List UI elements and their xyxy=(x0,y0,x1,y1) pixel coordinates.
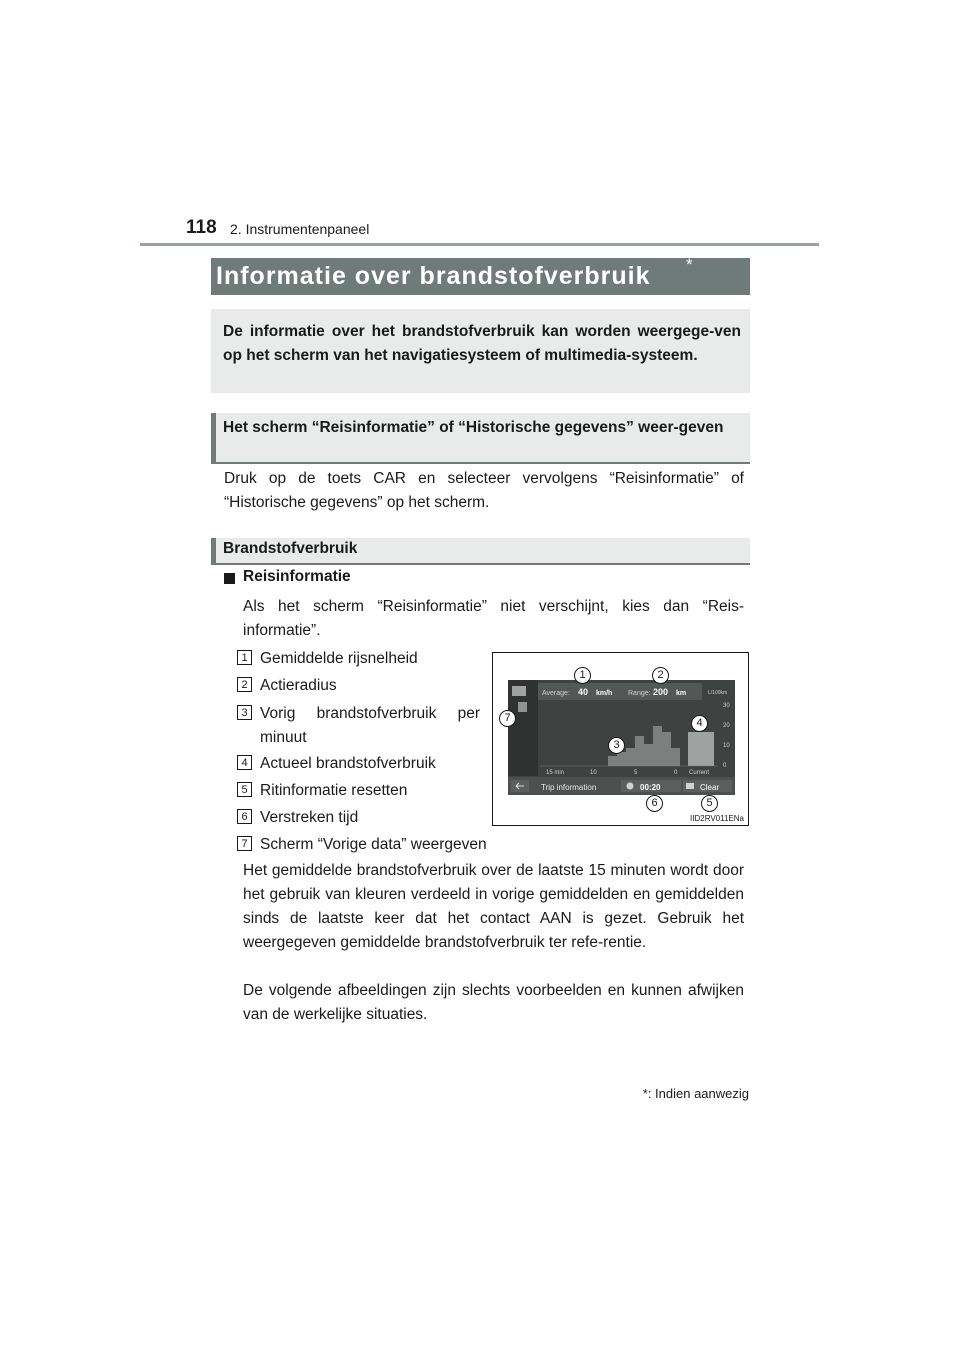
elapsed-time: 00:20 xyxy=(640,783,661,792)
callout-7: 7 xyxy=(499,710,516,727)
list-item: Vorig brandstofverbruik per minuut xyxy=(260,705,480,746)
header-rule xyxy=(140,243,819,246)
chapter-title: 2. Instrumentenpaneel xyxy=(230,221,370,237)
footnote xyxy=(643,1086,749,1101)
range-label: Range: xyxy=(628,690,651,697)
callout-4: 4 xyxy=(691,715,708,732)
x-tick: 10 xyxy=(590,770,597,776)
y-tick: 30 xyxy=(723,703,730,709)
average-label: Average: xyxy=(542,690,570,697)
x-tick: 0 xyxy=(674,770,678,776)
item-number: 4 xyxy=(237,755,252,770)
clock-icon xyxy=(627,783,634,790)
callout-6: 6 xyxy=(646,795,663,812)
x-tick: 5 xyxy=(634,770,638,776)
screen-title: Trip information xyxy=(541,783,597,792)
paragraph: Het gemiddelde brandstofverbruik over de laatste 15 minuten wordt door het gebruik van kleuren verdeeld in vorige gemiddelden en gemiddelden sinds de laatste keer dat het contact AAN is gezet. Gebruik het weergegeven gemiddelde brandstofverbruik ter refe-rentie. xyxy=(243,862,744,951)
item-number: 7 xyxy=(237,836,252,851)
page-number: 118 xyxy=(186,217,217,238)
paragraph: De volgende afbeeldingen zijn slechts voorbeelden en kunnen afwijken van de werkelijke situaties. xyxy=(243,982,744,1023)
callout-1: 1 xyxy=(574,667,591,684)
subsection-underline xyxy=(211,462,750,464)
range-value: 200 xyxy=(653,687,669,697)
callout-2: 2 xyxy=(652,667,669,684)
trip-info-heading: Reisinformatie xyxy=(243,568,351,585)
subsection2-underline xyxy=(211,563,750,565)
item-number: 2 xyxy=(237,677,252,692)
range-unit: km xyxy=(676,690,687,697)
car-icon xyxy=(512,686,526,696)
list-item: Actieradius xyxy=(260,677,337,694)
average-value: 40 xyxy=(578,687,589,697)
clear-icon xyxy=(686,783,694,789)
figure-code: IID2RV011ENa xyxy=(690,814,744,823)
item-number: 5 xyxy=(237,782,252,797)
section-title: Informatie over brandstofverbruik xyxy=(216,262,651,290)
title-asterisk: * xyxy=(686,255,693,274)
trip-info-text: Als het scherm “Reisinformatie” niet verschijnt, kies dan “Reis-informatie”. xyxy=(243,598,744,639)
clear-label: Clear xyxy=(700,783,720,792)
list-item: Ritinformatie resetten xyxy=(260,782,408,799)
average-unit: km/h xyxy=(596,690,613,697)
fuel-pump-icon xyxy=(518,702,527,712)
current-label: Current xyxy=(689,770,710,776)
footnote-text: : Indien aanwezig xyxy=(647,1086,749,1101)
item-number: 1 xyxy=(237,650,252,665)
square-bullet-icon xyxy=(224,573,235,584)
intro-text: De informatie over het brandstofverbruik kan worden weergege-ven op het scherm van het navigatiesysteem of multimedia-systeem. xyxy=(223,323,741,364)
trip-info-screen xyxy=(508,680,735,795)
item-number: 3 xyxy=(237,705,252,720)
x-tick: 15 min xyxy=(546,770,565,776)
footnote-marker: * xyxy=(642,1086,648,1101)
y-tick: 20 xyxy=(723,723,730,729)
current-bar xyxy=(688,732,714,766)
unit-label: L/100km xyxy=(708,690,728,696)
subsection-title: Het scherm “Reisinformatie” of “Historische gegevens” weer-geven xyxy=(223,419,724,436)
trip-info-graphic xyxy=(508,680,735,795)
list-item: Verstreken tijd xyxy=(260,809,359,826)
item-number: 6 xyxy=(237,809,252,824)
list-item: Gemiddelde rijsnelheid xyxy=(260,650,418,667)
y-tick: 0 xyxy=(723,763,727,769)
list-item: Scherm “Vorige data” weergeven xyxy=(260,836,487,853)
callout-5: 5 xyxy=(701,795,718,812)
y-tick: 10 xyxy=(723,743,730,749)
subsection-text: Druk op de toets CAR en selecteer vervolgens “Reisinformatie” of “Historische gegevens” op het scherm. xyxy=(224,470,744,511)
trip-information-figure xyxy=(492,652,749,826)
callout-3: 3 xyxy=(608,737,625,754)
subsection2-title: Brandstofverbruik xyxy=(223,540,358,557)
list-item: Actueel brandstofverbruik xyxy=(260,755,436,772)
